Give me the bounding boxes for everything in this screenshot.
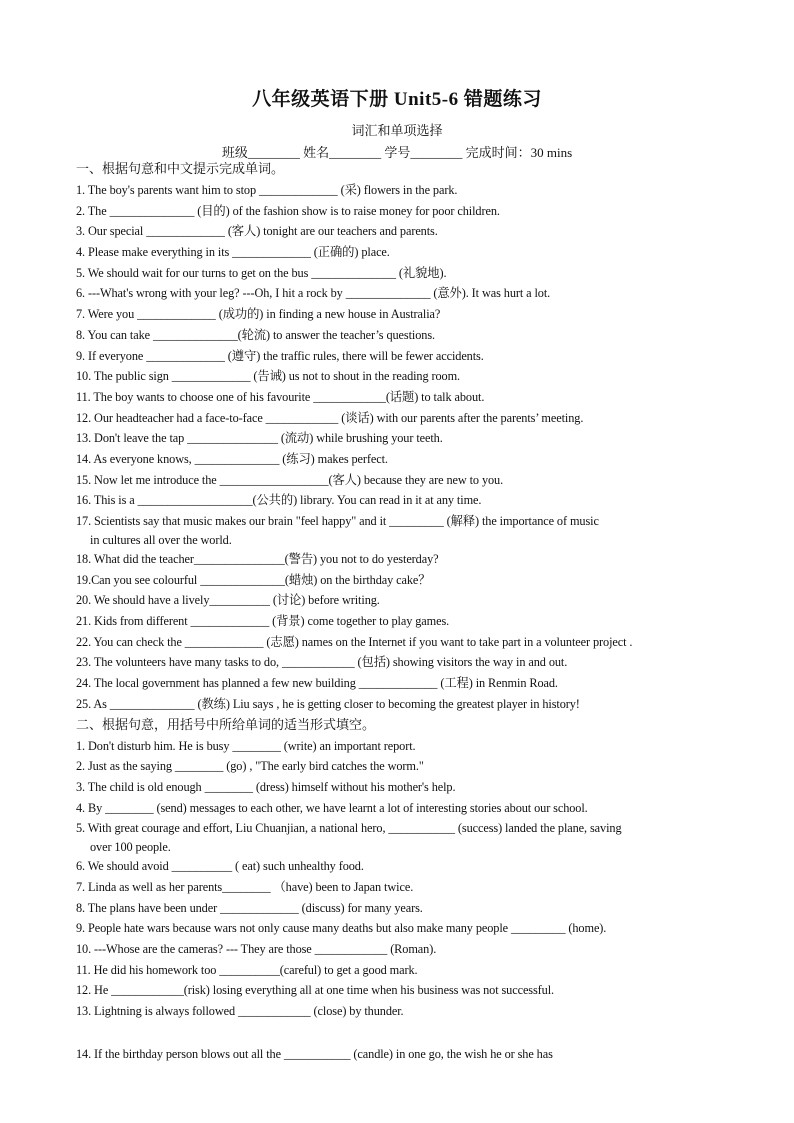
question-item: 11. The boy wants to choose one of his favourite ____________(话题) to talk about.	[76, 389, 485, 404]
question-item: 18. What did the teacher_______________(警告) you not to do yesterday?	[76, 552, 439, 566]
question-item: 20. We should have a lively__________ (讨论) before writing.	[76, 593, 380, 608]
question-item: 1. Don't disturb him. He is busy ________ (write) an important report.	[76, 738, 416, 753]
question-item: 14. As everyone knows, ______________ (练习) makes perfect.	[76, 451, 388, 466]
section-heading-2: 二、根据句意，用括号中所给单词的适当形式填空。	[76, 716, 376, 732]
question-line-1: 5. With great courage and effort, Liu Chuanjian, a national hero, ___________ (success) landed the plane, saving	[76, 821, 622, 836]
student-info-line: 班级________ 姓名________ 学号________ 完成时间：30 mins	[221, 145, 573, 160]
question-item: 9. People hate wars because wars not only cause many deaths but also make many people _________ (home).	[76, 921, 607, 936]
section-heading-1: 一、根据句意和中文提示完成单词。	[76, 161, 285, 176]
question-item: 10. ---Whose are the cameras? --- They are those ____________ (Roman).	[76, 942, 437, 956]
question-item: 23. The volunteers have many tasks to do, ____________ (包括) showing visitors the way in and out.	[76, 655, 568, 670]
question-line-1: 17. Scientists say that music makes our brain "feel happy" and it _________ (解释) the importance of music	[76, 514, 599, 528]
question-line-2: in cultures all over the world.	[90, 533, 232, 547]
question-line-2: over 100 people.	[90, 840, 171, 855]
question-item: 25. As ______________ (教练) Liu says , he is getting closer to becoming the greatest player in history!	[76, 696, 580, 711]
question-item	[76, 512, 726, 550]
question-item: 12. Our headteacher had a face-to-face ____________ (谈话) with our parents after the parents’ meeting.	[76, 410, 584, 425]
blank-spacer	[76, 1023, 726, 1045]
question-item: 22. You can check the _____________ (志愿) names on the Internet if you want to take part in a volunteer project .	[76, 634, 633, 649]
page-title: 八年级英语下册 Unit5-6 错题练习	[252, 89, 542, 110]
question-item: 8. You can take ______________(轮流) to answer the teacher’s questions.	[76, 327, 435, 342]
question-item: 6. We should avoid __________ ( eat) such unhealthy food.	[76, 859, 364, 874]
question-item: 19.Can you see colourful ______________(蜡烛) on the birthday cake？	[76, 572, 431, 587]
question-item: 2. Just as the saying ________ (go) , "The early bird catches the worm."	[76, 759, 424, 774]
question-item: 3. The child is old enough ________ (dress) himself without his mother's help.	[76, 779, 456, 794]
question-item: 21. Kids from different _____________ (背景) come together to play games.	[76, 614, 450, 629]
question-item: 4. By ________ (send) messages to each other, we have learnt a lot of interesting stories about our school.	[76, 800, 588, 815]
question-item: 14. If the birthday person blows out all the ___________ (candle) in one go, the wish he or she has	[76, 1046, 553, 1061]
question-item	[76, 819, 726, 857]
question-item: 7. Linda as well as her parents________ （have) been to Japan twice.	[76, 879, 414, 894]
question-item: 10. The public sign _____________ (告诫) us not to shout in the reading room.	[76, 369, 461, 384]
question-item: 5. We should wait for our turns to get on the bus ______________ (礼貌地).	[76, 265, 447, 280]
question-item: 13. Lightning is always followed ____________ (close) by thunder.	[76, 1004, 404, 1019]
page-subtitle: 词汇和单项选择	[351, 123, 443, 138]
question-item: 1. The boy's parents want him to stop _____________ (采) flowers in the park.	[76, 183, 458, 197]
question-item: 15. Now let me introduce the __________________(客人) because they are new to you.	[76, 472, 504, 487]
question-item: 16. This is a ___________________(公共的) library. You can read in it at any time.	[76, 493, 482, 508]
question-item: 6. ---What's wrong with your leg? ---Oh, I hit a rock by ______________ (意外). It was hurt a lot.	[76, 286, 551, 301]
question-item: 3. Our special _____________ (客人) tonight are our teachers and parents.	[76, 224, 438, 239]
question-item: 9. If everyone _____________ (遵守) the traffic rules, there will be fewer accidents.	[76, 348, 484, 363]
question-item: 4. Please make everything in its _____________ (正确的) place.	[76, 245, 390, 260]
question-item: 12. He ____________(risk) losing everything all at one time when his business was not successful.	[76, 983, 555, 998]
question-item: 7. Were you _____________ (成功的) in finding a new house in Australia?	[76, 307, 441, 322]
question-item: 8. The plans have been under _____________ (discuss) for many years.	[76, 900, 423, 915]
question-item: 24. The local government has planned a few new building _____________ (工程) in Renmin Road.	[76, 676, 558, 691]
question-item: 11. He did his homework too __________(careful) to get a good mark.	[76, 962, 418, 977]
question-item: 2. The ______________ (目的) of the fashion show is to raise money for poor children.	[76, 203, 500, 218]
question-item: 13. Don't leave the tap _______________ (流动) while brushing your teeth.	[76, 431, 443, 446]
worksheet-content	[76, 160, 726, 1065]
